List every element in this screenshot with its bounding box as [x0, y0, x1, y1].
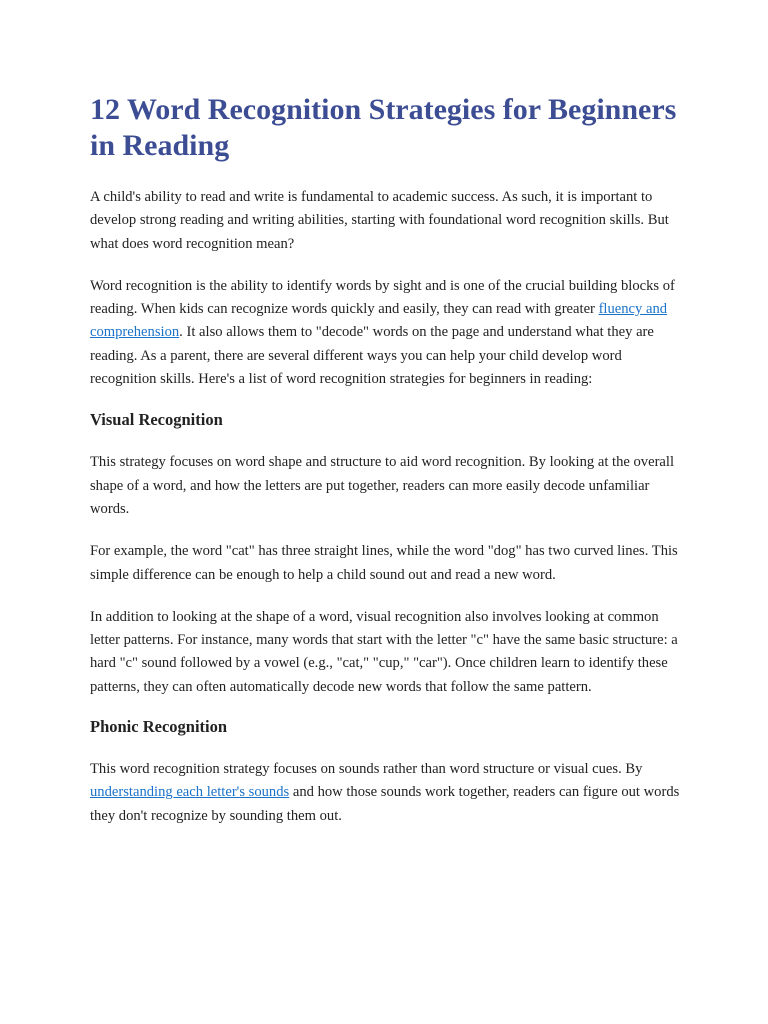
- phonic-recognition-heading: Phonic Recognition: [90, 717, 228, 737]
- fluency-comprehension-link[interactable]: fluency and comprehension: [90, 301, 668, 341]
- intro-paragraph: A child's ability to read and write is fundamental to academic success. As such, it is important to develop strong reading and writing abilities, starting with foundational word recognition skills. But what does word recognition mean?: [90, 189, 669, 252]
- definition-paragraph: [90, 275, 680, 391]
- visual-paragraph-3: In addition to looking at the shape of a word, visual recognition also involves looking at common letter patterns. For instance, many words that start with the letter "c" have the same basic structure: a hard "c" sound followed by a vowel (e.g., "cat," "cup," "car"). Once children learn to identify these patterns, they can often automatically decode new words that follow the same pattern.: [90, 608, 678, 695]
- phonic-text-end: and how those sounds work together, readers can figure out words they don't recognize by sounding them out.: [90, 784, 680, 824]
- definition-text-start: Word recognition is the ability to identify words by sight and is one of the crucial building blocks of reading. When kids can recognize words quickly and easily, they can read with greater: [90, 277, 675, 318]
- letter-sounds-link[interactable]: understanding each letter's sounds: [90, 784, 290, 801]
- article: [90, 92, 680, 828]
- definition-text-end: . It also allows them to "decode" words on the page and understand what they are reading. As a parent, there are several different ways you can help your child develop word recognition skills. Here's a list of word recognition strategies for beginners in reading:: [90, 324, 654, 388]
- phonic-text-start: This word recognition strategy focuses on sounds rather than word structure or visual cues. By: [90, 761, 643, 778]
- visual-paragraph-1: This strategy focuses on word shape and structure to aid word recognition. By looking at the overall shape of a word, and how the letters are put together, readers can more easily decode unfamiliar words.: [90, 454, 675, 517]
- visual-recognition-heading: Visual Recognition: [90, 410, 223, 430]
- phonic-paragraph: [90, 758, 680, 828]
- visual-paragraph-2: For example, the word "cat" has three straight lines, while the word "dog" has two curved lines. This simple difference can be enough to help a child sound out and read a new word.: [90, 543, 678, 583]
- article-title: 12 Word Recognition Strategies for Beginners in Reading: [90, 93, 677, 162]
